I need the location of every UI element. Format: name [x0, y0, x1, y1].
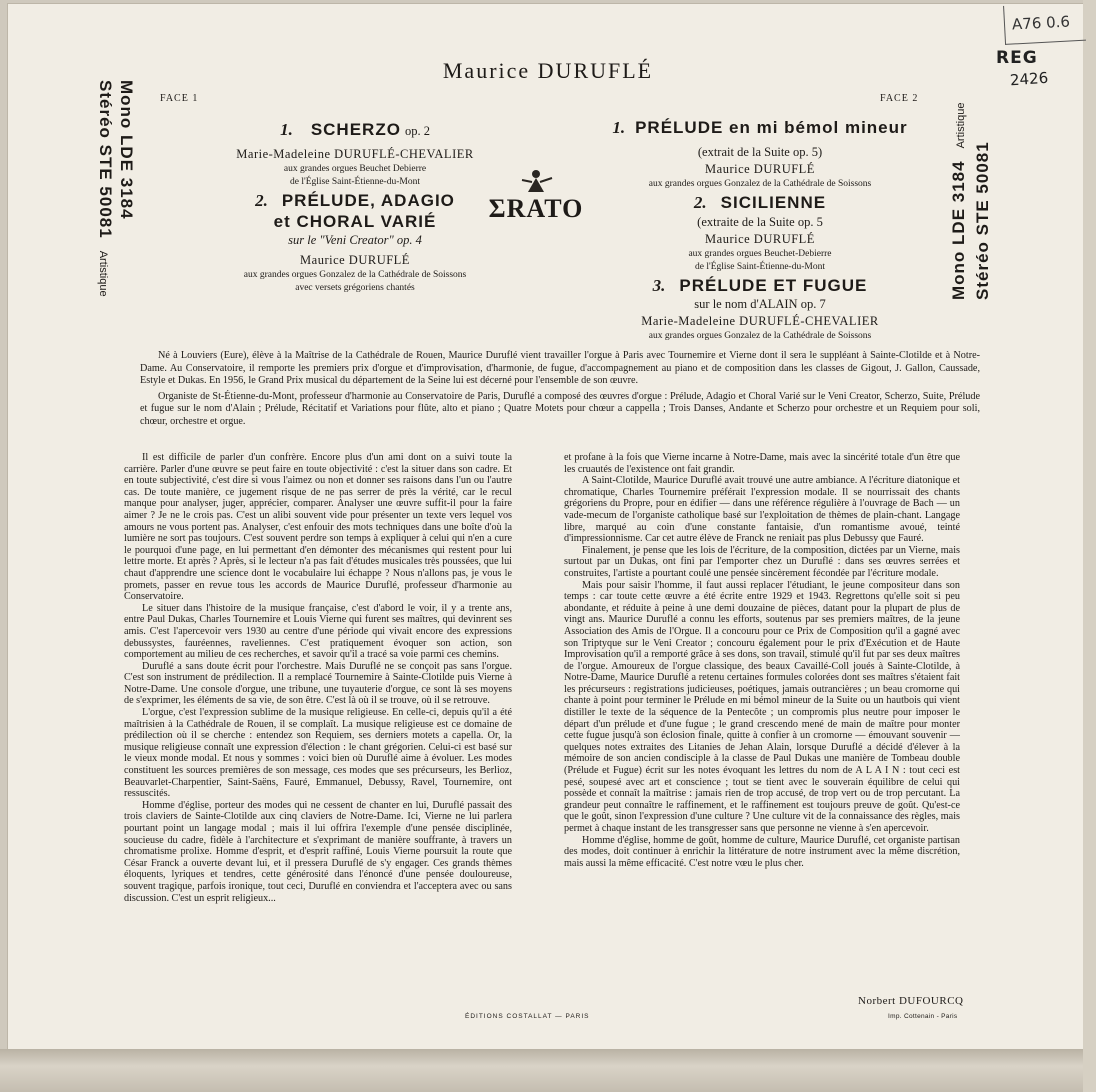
- essay-paragraph: et profane à la fois que Vierne incarne à Notre-Dame, mais avec la sincérité totale d'un être que les cruautés de l'existence ont fait grandir.: [564, 452, 960, 475]
- essay-paragraph: Duruflé a sans doute écrit pour l'orchestre. Mais Duruflé ne se conçoit pas sans l'orgue. C'est son instrument de prédilection. Il a remplacé Tournemire à Sainte-Clotilde puis Vierne à Notre-Dame. Une console d'orgue, une tribune, une tuyauterie d'orgue, ce sont là ses moyens de s'exprimer, les éléments de sa vie, de son être. C'est là où il se trouve, où il se retrouve.: [124, 660, 512, 707]
- essay-paragraph: Finalement, je pense que les lois de l'écriture, de la composition, dictées par un Vierne, mais surtout par un Dukas, ont fini par l'emporter chez un Duruflé : dans ses œuvres serrées et construites, l'artiste a pourtant coulé une pensée sincèrement fécondée par l'écriture modale.: [564, 544, 960, 579]
- composer-title: Maurice DURUFLÉ: [442, 58, 654, 83]
- face2-track1: [590, 118, 930, 138]
- face2-label: FACE 2: [880, 93, 919, 104]
- track-instrument: de l'Église Saint-Étienne-du-Mont: [695, 261, 825, 272]
- essay-paragraph: A Saint-Clotilde, Maurice Duruflé avait trouvé une autre ambiance. A l'écriture diatonique et chromatique, Charles Tournemire préférait l'expression modale. Il se nourrissait des chants grégoriens du Propre, pour en édifier — dans une référence régulière à l'ouvrage de Bach — un vade-mecum de l'organiste catholique basé sur l'exploitation de thèmes de plain-chant. Langage libre, marqué au coin d'une constante fantaisie, d'un romantisme avoué, teinté d'impressionnisme. Car cet autre élève de Franck ne reniait pas plus Debussy que Fauré.: [564, 475, 960, 545]
- essay-signature: Norbert DUFOURCQ: [858, 995, 964, 1007]
- essay-paragraph: Il est difficile de parler d'un confrère. Encore plus d'un ami dont on a suivi toute la carrière. Parler d'une œuvre se peut faire en toute objectivité : c'est la situer dans son cadre. Et en toute subjectivité, c'est dire si vous l'aimez ou non et donner ses raisons dans l'un ou l'autre cas. De toute manière, ce jugement risque de ne pas serrer de près la vérité, car le recul manque pour analyser, juger, apprécier, comparer. Analyser une œuvre suffit-il pour la faire aimer ? Je ne le crois pas. C'est un alibi souvent vide pour présenter un texte vers lequel vos amours ne vous portent pas. Analyser, c'est enfouir des mots techniques dans une boîte d'où la lumière ne sort pas toujours. C'est souvent perdre son temps à expliquer à celui qui n'en a cure le pourquoi d'une page, en lui permettant d'en démonter des mécanismes qui restent pour lui lettre morte. Et après ? Après, si le lecteur n'a pas fait d'études musicales très poussées, que lui chaut d'apprendre une science dont le vocabulaire lui échappe ? Nous n'allons pas, je vous le promets, passer en revue tous les accords de Maurice Duruflé, professeur d'harmonie au Conservatoire.: [124, 452, 512, 603]
- track-number: 1.: [280, 120, 293, 139]
- track-title: PRÉLUDE ET FUGUE: [679, 275, 868, 295]
- catalog-stereo: [92, 80, 116, 297]
- track-instrument: aux grandes orgues Beuchet Debierre: [283, 164, 427, 175]
- handwritten-reg: REG: [996, 48, 1038, 68]
- track-number: 3.: [652, 275, 666, 295]
- track-subtitle: (extraite de la Suite op. 5: [697, 214, 823, 229]
- handwritten-reg-number: 2426: [1009, 68, 1049, 90]
- printer-credit: Imp. Cottenain - Paris: [888, 1013, 958, 1020]
- track-subtitle: sur le nom d'ALAIN op. 7: [694, 297, 826, 312]
- track-performer: Maurice DURUFLÉ: [705, 231, 815, 246]
- track-instrument: aux grandes orgues Gonzalez de la Cathédrale de Soissons: [243, 270, 467, 281]
- catalog-artistique: Artistique: [97, 250, 109, 297]
- track-title: PRÉLUDE, ADAGIO: [281, 191, 455, 211]
- track-performer: Marie-Madeleine DURUFLÉ-CHEVALIER: [236, 147, 474, 162]
- scan-bottom-edge: [0, 1049, 1096, 1092]
- face1-label: FACE 1: [160, 93, 199, 104]
- track-title: PRÉLUDE en mi bémol mineur: [635, 118, 908, 137]
- essay-paragraph: Mais pour saisir l'homme, il faut aussi replacer l'étudiant, le jeune compositeur dans son temps : car toute cette œuvre a été écrite entre 1929 et 1943. Regrettons qu'elle soit si peu abondante, et réduite à peine à une demi douzaine de pièces, datant pour la plupart de plus de vingt ans. Maurice Duruflé a connu les efforts, soutenus par ses premiers maîtres, de la jeune Association des Amis de l'Orgue. Il a concouru pour ce Prix de Composition qu'il a gagné avec son Triptyque sur le Veni Creator ; concouru également pour le prix d'Exécution et de Haute Improvisation qu'il a remporté grâce à ses dons, son travail, stimulé qu'il fut par ses deux maîtres de l'orgue. Amoureux de l'orgue classique, des beaux Cavaillé-Coll joués à Sainte-Clotilde, à Notre-Dame, Maurice Duruflé a retenu certaines formules colorées dont ses maîtres s'étaient fait les précurseurs : registrations judicieuses, poétiques, jamais outrancières ; un beau cromorne qui chante à point pour terminer le Prélude en mi bémol mineur de la Suite ou un hautbois qui vient distiller le texte de la séquence de la Pentecôte ; un compromis plus neutre pour imposer le départ d'un prélude et d'une fugue ; le grand crescendo mené de main de maître pour monter cette fugue jusqu'à son éclosion finale, quitte à confier à un cromorne — émouvant souvenir — quelques notes extraites des Litanies de Jehan Alain, lorsque Duruflé a décidé d'élever à la mémoire de son ancien condisciple à la classe de Paul Dukas une manière de Tombeau double (Prélude et Fugue) écrit sur les notes évoquant les lettres du nom de A L A I N : tout ceci est pesé, soupesé avec art et conscience ; tout se tient avec le souverain équilibre de celui qui possède et connaît la maîtrise : jamais rien de trop accusé, de trop vert ou de trop percutant. La grandeur peut connaître le raffinement, et le raffinement est toujours preuve de goût. Qu'est-ce que le goût, sinon l'expression d'une culture ? Une culture vit de la connaissance des règles, mais permet à chaque instant de les transgresser sans que personne ne vienne à s'en apercevoir.: [564, 579, 960, 834]
- handwritten-code: A76 0.6: [1011, 12, 1071, 34]
- catalog-mono: [948, 103, 972, 300]
- publisher-credit: ÉDITIONS COSTALLAT — PARIS: [465, 1013, 590, 1020]
- track-instrument: avec versets grégoriens chantés: [295, 283, 415, 294]
- catalog-mono-text: Mono LDE 3184: [949, 160, 968, 300]
- track-performer: Marie-Madeleine DURUFLÉ-CHEVALIER: [641, 314, 879, 329]
- catalog-stereo-text: Stéréo STE 50081: [96, 80, 115, 239]
- track-number: 2.: [693, 193, 707, 213]
- catalog-artistique: Artistique: [955, 102, 967, 149]
- biography: [140, 350, 980, 431]
- catalog-stereo: Stéréo STE 50081: [973, 141, 992, 300]
- track-opus: op. 2: [404, 124, 430, 138]
- track-instrument: aux grandes orgues Gonzalez de la Cathédrale de Soissons: [648, 331, 872, 342]
- track-instrument: aux grandes orgues Gonzalez de la Cathédrale de Soissons: [648, 179, 872, 190]
- catalog-vertical-left: [92, 80, 137, 297]
- essay-paragraph: Homme d'église, homme de goût, homme de culture, Maurice Duruflé, cet organiste partisan des modes, doit continuer à enrichir la littérature de notre instrument avec la même discrétion, mais aussi la même efficacité. C'est notre vœu le plus cher.: [564, 834, 960, 869]
- essay-paragraph: L'orgue, c'est l'expression sublime de la musique religieuse. En celle-ci, depuis qu'il a été maîtrisien à la Cathédrale de Rouen, il se complaît. La musique religieuse est ce domaine de prédilection où il se cherche : entendez son Requiem, ses derniers motets a capella. Or, la musique religieuse connaît une expression d'élection : le chant grégorien. Celui-ci est basé sur le vieux monde modal. Et nous y sommes : voici bien où Duruflé aime à évoluer. Les modes constituent les sources premières de son message, ces modes que ses précurseurs, les Berlioz, Beauvarlet-Charpentier, Saint-Saëns, Fauré, Emmanuel, Debussy, Ravel, Tournemire, ont ressuscités.: [124, 707, 512, 800]
- essay-paragraph: Le situer dans l'histoire de la musique française, c'est d'abord le voir, il y a trente ans, entre Paul Dukas, Charles Tournemire et Louis Vierne qui furent ses maîtres, qui devinrent ses amis. C'est l'apercevoir vers 1930 au centre d'une période qui vivait encore des expressions debussystes, fauréennes, raveliennes. C'est pratiquement évoquer son action, son comportement au milieu de ces recherches, et savoir qu'il a tracé sa voie parmi ces chemins.: [124, 602, 512, 661]
- face2-track2: [590, 193, 930, 213]
- essay-column-left: [124, 452, 512, 904]
- track-subtitle: sur le "Veni Creator" op. 4: [288, 233, 422, 248]
- catalog-mono: Mono LDE 3184: [117, 80, 136, 220]
- track-performer: Maurice DURUFLÉ: [300, 253, 410, 268]
- bio-paragraph: Organiste de St-Étienne-du-Mont, professeur d'harmonie au Conservatoire de Paris, Duruflé a composé des œuvres d'orgue : Prélude, Adagio et Choral Varié sur le Veni Creator, Scherzo, Suite, Prélude et fugue sur le nom d'Alain ; Prélude, Récitatif et Variations pour flûte, alto et piano ; Quatre Motets pour chœur a cappella ; Trois Danses, Andante et Scherzo pour orchestre et un Requiem pour soli, chœur, orchestre et orgue.: [140, 390, 980, 427]
- muse-figure-icon: [516, 168, 556, 194]
- track-subtitle: (extrait de la Suite op. 5): [697, 145, 823, 160]
- face2-track3: [590, 276, 930, 296]
- bio-paragraph: Né à Louviers (Eure), élève à la Maîtrise de la Cathédrale de Rouen, Maurice Duruflé vient travailler l'orgue à Paris avec Tournemire et Vierne dont il sera le suppléant à Sainte-Clotilde et à Notre-Dame. Au Conservatoire, il remporte les premiers prix d'orgue et d'improvisation, d'harmonie, de fugue, d'accompagnement au piano et de composition dans les classes de Gigout, J. Gallon, Caussade, Estyle et Dukas. En 1956, le Grand Prix musical du département de la Seine lui est décerné pour l'ensemble de son œuvre.: [140, 350, 980, 386]
- essay-column-right: [564, 452, 960, 869]
- erato-logo-text: ΣRATO: [488, 194, 584, 223]
- face2-tracklist: [590, 118, 930, 343]
- track-title: SCHERZO: [310, 120, 401, 139]
- track-instrument: aux grandes orgues Beuchet-Debierre: [688, 248, 832, 259]
- track-performer: Maurice DURUFLÉ: [705, 162, 815, 177]
- track-title: SICILIENNE: [720, 193, 827, 213]
- track-number: 1.: [612, 118, 626, 137]
- catalog-vertical-right: [948, 103, 993, 300]
- track-instrument: de l'Église Saint-Étienne-du-Mont: [290, 177, 420, 188]
- scan-right-edge: [1083, 0, 1096, 1092]
- face1-track1: [175, 120, 535, 140]
- track-number: 2.: [255, 191, 268, 211]
- erato-logo: [481, 172, 591, 242]
- track-title-line2: et CHORAL VARIÉ: [273, 211, 437, 231]
- essay-paragraph: Homme d'église, porteur des modes qui ne cessent de chanter en lui, Duruflé passait des trois claviers de Sainte-Clotilde aux cinq claviers de Notre-Dame. Ici, Vierne ne lui parlera pourtant point un langage modal ; mais il lui offrira l'exemple d'une pensée disciplinée, soucieuse du cadre, fidèle à l'architecture et s'exprimant de manière souffrante, à travers un chromatisme prolixe. Homme d'esprit, et d'esprit raffiné, Louis Vierne poursuit la route que César Franck a ouverte devant lui, et il pressera Duruflé de s'y engager. Ces grands thèmes éloquents, lyriques et tendres, cette générosité dans l'énoncé d'une pensée douloureuse, souvent tragique, parfois ironique, tout ceci, Duruflé en conviendra et l'acceptera avec ou sans discussion. C'est un esprit religieux...: [124, 799, 512, 904]
